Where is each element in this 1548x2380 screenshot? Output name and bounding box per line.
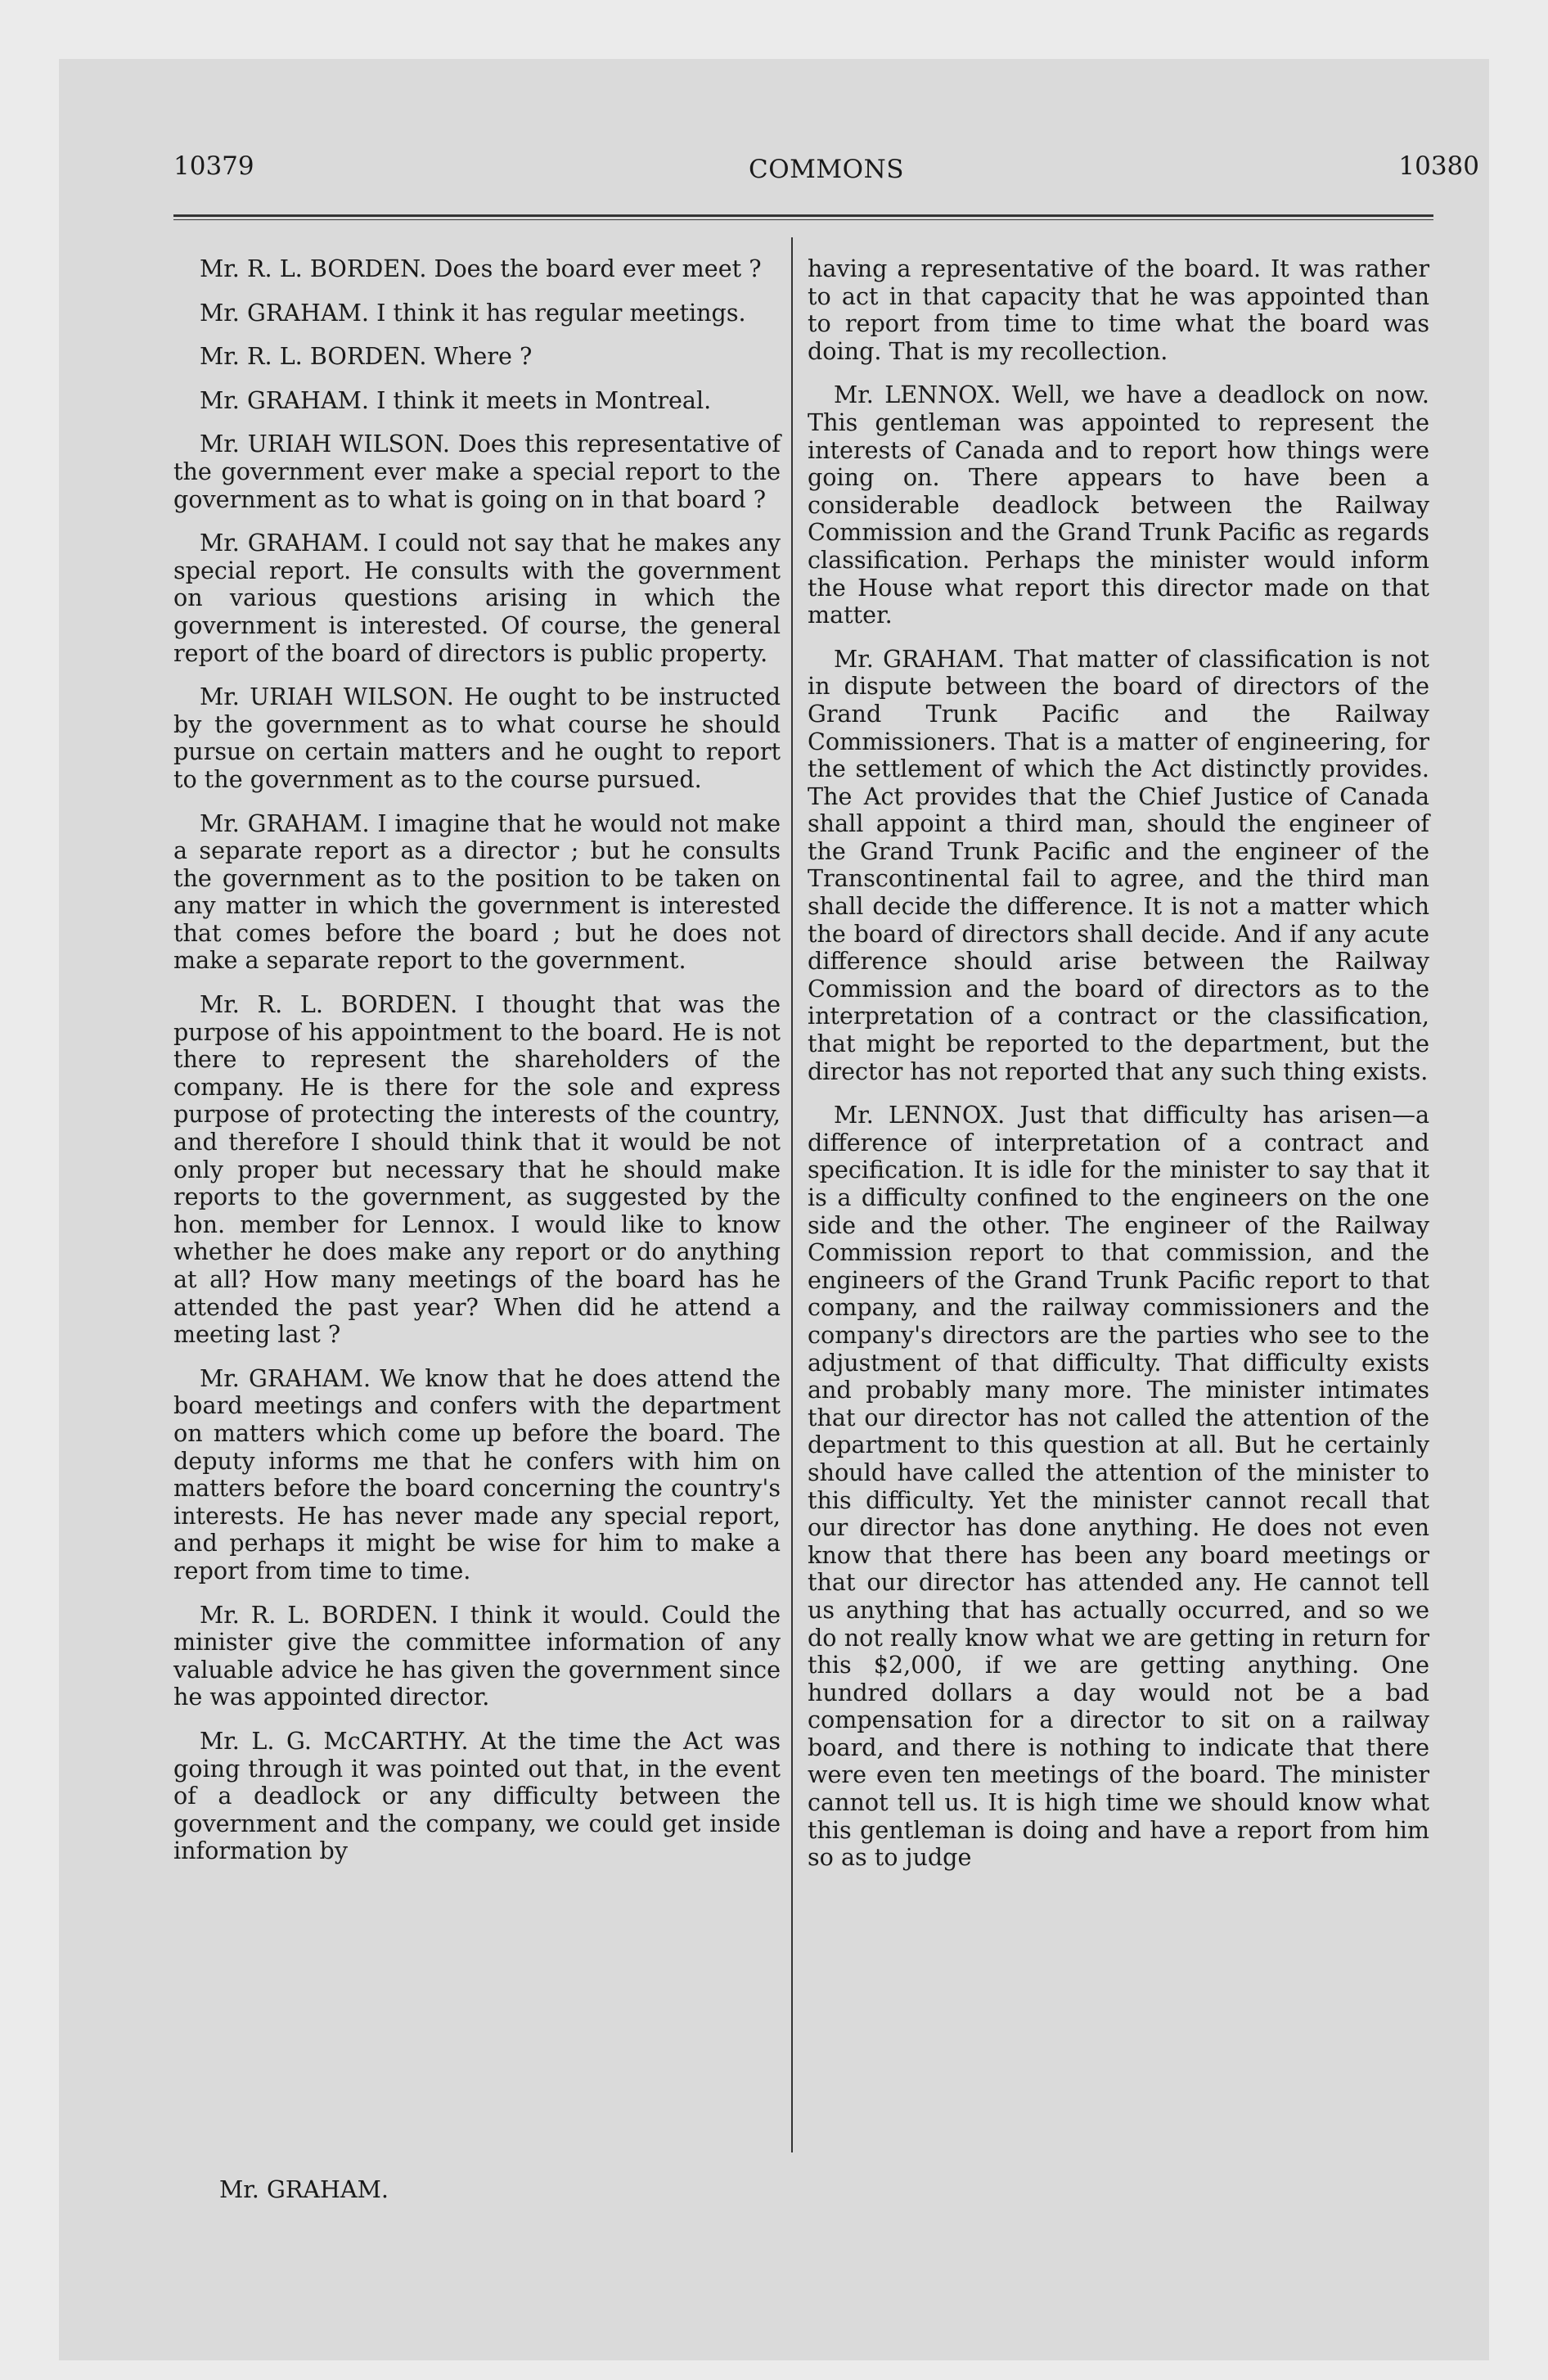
speech-text: Does the board ever meet ? [434, 255, 762, 282]
paragraph [173, 387, 781, 415]
speaker: Mr. LENNOX. [834, 381, 1001, 409]
right-column [808, 255, 1429, 1888]
speaker: Mr. GRAHAM. [200, 385, 369, 414]
paragraph [173, 300, 781, 327]
footer-speaker: Mr. GRAHAM. [219, 2175, 389, 2203]
speaker: Mr. R. L. BORDEN. [200, 1600, 439, 1629]
speaker: Mr. R. L. BORDEN. [200, 255, 427, 282]
speaker: Mr. R. L. BORDEN. [200, 342, 427, 371]
speaker: Mr. URIAH WILSON. [200, 430, 450, 458]
paragraph [173, 683, 781, 793]
speaker: Mr. GRAHAM. [200, 529, 370, 557]
speech-text: Well, we have a deadlock on now. This gentleman was appointed to represent the interests of Canada and to report how things were going on. There appears to have been a considerable deadlock between the Railway Commission and the Grand Trunk Pacific as regards classification. Perhaps the minister would inform the House what report this director made on that matter. [808, 381, 1429, 629]
column-divider [791, 237, 793, 2152]
speech-text: Where ? [434, 342, 533, 371]
speaker: Mr. GRAHAM. [834, 644, 1006, 673]
speech-text: I think it meets in Montreal. [376, 385, 712, 414]
paragraph [808, 1102, 1429, 1872]
paragraph [173, 1365, 781, 1585]
speaker: Mr. L. G. McCARTHY. [200, 1726, 469, 1755]
paragraph [808, 255, 1429, 365]
paragraph [173, 343, 781, 371]
speech-text: I think it would. Could the minister give the committee information of any valuable advice he has given the government since he was appointed director. [173, 1600, 781, 1711]
speech-text: We know that he does attend the board meetings and confers with the department on matters which come up before the board. The deputy informs me that he confers with him on matters before the board concerning the country's interests. He has never made any special report, and perhaps it might be wise for him to make a report from time to time. [173, 1364, 781, 1584]
paragraph [173, 991, 781, 1349]
speech-text: That matter of classification is not in dispute between the board of directors of the Grand Trunk Pacific and the Railway Commissioners. That is a matter of engineering, for the settlement of which the Act distinctly provides. The Act provides that the Chief Justice of Canada shall appoint a third man, should the engineer of the Grand Trunk Pacific and the engineer of the Transcontinental fail to agree, and the third man shall decide the difference. It is not a matter which the board of directors shall decide. And if any acute difference should arise between the Railway Commission and the board of directors as to the interpretation of a contract or the classification, that might be reported to the department, but the director has not reported that any such thing exists. [808, 644, 1429, 1085]
speech-text: I could not say that he makes any special report. He consults with the government on various questions arising in which the government is interested. Of course, the general report of the board of directors is public property. [173, 529, 781, 667]
paragraph [173, 1728, 781, 1865]
paragraph [173, 530, 781, 667]
speech-text: I imagine that he would not make a separate report as a director ; but he consults the government as to the position to be taken on any matter in which the government is interested that comes before the board ; but he does not make a separate report to the government. [173, 809, 781, 975]
speaker: Mr. LENNOX. [834, 1101, 1006, 1129]
paragraph [173, 1602, 781, 1711]
speech-text: At the time the Act was going through it was pointed out that, in the event of a deadlock or any difficulty between the government and the company, we could get inside information by [173, 1726, 781, 1865]
paragraph [173, 430, 781, 513]
speech-text: having a representative of the board. It was rather to act in that capacity that he was appointed than to report from time to time what the board was doing. That is my recollection. [808, 255, 1429, 365]
speech-text: Does this representative of the government ever make a special report to the government as to what is going on in that board ? [173, 430, 781, 513]
speech-text: I thought that was the purpose of his appointment to the board. He is not there to represent the shareholders of the company. He is there for the sole and express purpose of protecting the interests of the country, and therefore I should think that it would be not only proper but necessary that he should make reports to the government, as suggested by the hon. member for Lennox. I would like to know whether he does make any report or do anything at all? How many meetings of the board has he attended the past year? When did he attend a meeting last ? [173, 990, 781, 1349]
paragraph [808, 646, 1429, 1086]
speaker: Mr. GRAHAM. [200, 298, 369, 327]
speaker: Mr. GRAHAM. [200, 1364, 371, 1392]
paragraph [173, 255, 781, 283]
paragraph [808, 381, 1429, 629]
left-column [173, 255, 781, 1882]
page-title: COMMONS [749, 155, 904, 184]
page-number-left: 10379 [173, 151, 254, 181]
speaker: Mr. R. L. BORDEN. [200, 990, 458, 1019]
speech-text: He ought to be instructed by the government as to what course he should pursue on certain matters and he ought to report to the government as to the course pursued. [173, 683, 781, 793]
speaker: Mr. URIAH WILSON. [200, 683, 454, 711]
speech-text: Just that difficulty has arisen—a difference of interpretation of a contract and specification. It is idle for the minister to say that it is a difficulty confined to the engineers on the one side and the other. The engineer of the Railway Commission report to that commission, and the engineers of the Grand Trunk Pacific report to that company, and the railway commissioners and the company's directors are the parties who see to the adjustment of that difficulty. That difficulty exists and probably many more. The minister intimates that our director has not called the attention of the department to this question at all. But he certainly should have called the attention of the minister to this difficulty. Yet the minister cannot recall that our director has done anything. He does not even know that there has been any board meetings or that our director has attended any. He cannot tell us anything that has actually occurred, and so we do not really know what we are getting in return for this $2,000, if we are getting anything. One hundred dollars a day would not be a bad compensation for a director to sit on a railway board, and there is nothing to indicate that there were even ten meetings of the board. The minister cannot tell us. It is high time we should know what this gentleman is doing and have a report from him so as to judge [808, 1101, 1429, 1872]
speech-text: I think it has regular meetings. [376, 298, 746, 327]
paragraph [173, 810, 781, 976]
speaker: Mr. GRAHAM. [200, 809, 370, 837]
page-number-right: 10380 [1398, 151, 1479, 181]
header-rule [173, 214, 1433, 220]
page-header [115, 151, 1479, 192]
